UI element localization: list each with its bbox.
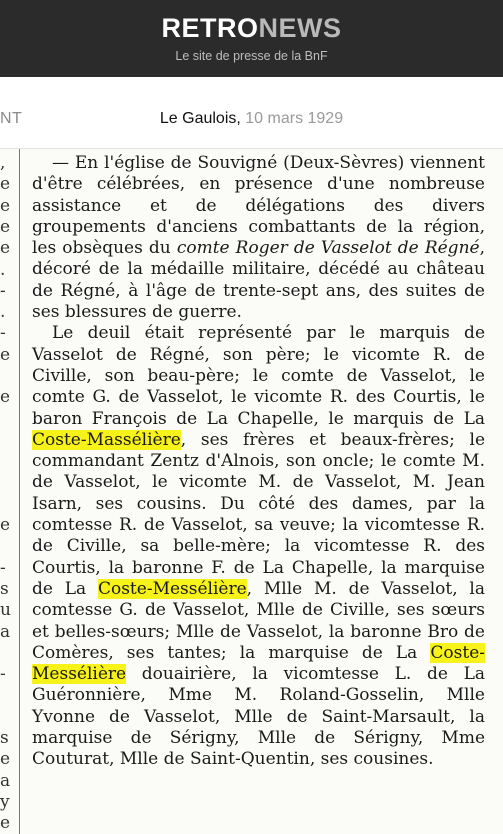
gutter-char: -: [0, 557, 6, 578]
deceased-name: comte Roger de Vasselot de Régné: [176, 238, 480, 259]
gutter-char: s: [0, 728, 9, 749]
document-title: [0, 110, 503, 128]
text-run: Le deuil était représenté par le marquis de Vasselot de Régné, son père; le vicomte R. de Civille, son beau-père; le comte de Vasselot, le comte G. de Vasselot, le vicomte R. des Courtis, le baron François de La Chapelle, le marquis de La: [32, 323, 485, 429]
gutter-char: -: [0, 664, 6, 685]
gutter-char: e: [0, 344, 11, 365]
gutter-char: e: [0, 195, 11, 216]
publication-date: 10 mars 1929: [245, 110, 344, 127]
gutter-char: .: [0, 259, 6, 280]
gutter-char: a: [0, 621, 11, 642]
gutter-char: e: [0, 515, 11, 536]
article-text: [32, 153, 485, 771]
gutter-char: -: [0, 280, 6, 301]
logo-text-retro: RETRO: [161, 12, 259, 43]
nav-menu-fragment[interactable]: NT: [0, 110, 23, 127]
article-paragraph-1: [32, 153, 485, 323]
gutter-char: u: [0, 600, 11, 621]
gutter-char: y: [0, 792, 10, 812]
text-run: — En l'église de Souvigné (Deux-Sèvres) viennent d'être célébrées, en présence d'une nombreuse assistance et de délégations des divers groupements d'anciens combattants de la région, les obsèques du: [32, 153, 485, 259]
gutter-char: .: [0, 302, 6, 323]
gutter-char: e: [0, 238, 11, 259]
gutter-char: ,: [0, 153, 6, 173]
search-highlight: Coste-Massélière: [32, 429, 181, 450]
gutter-char: s: [0, 579, 9, 599]
column-rule: [19, 149, 20, 834]
gutter-char: a: [0, 770, 11, 791]
retronews-logo[interactable]: [161, 12, 342, 43]
document-toolbar: [0, 77, 503, 149]
gutter-char: e: [0, 813, 11, 834]
gutter-char: e: [0, 749, 11, 770]
text-run: douairière, la vicomtesse L. de La Guéronnière, Mme M. Roland-Gosselin, Mlle Yvonne de Vasselot, Mlle de Saint-Marsault, la marquise de Sérigny, Mlle de Sérigny, Mme Couturat, Mlle de Saint-Quentin, ses cousines.: [32, 664, 485, 770]
site-header: [0, 0, 503, 77]
gutter-char: e: [0, 387, 11, 408]
gutter-char: e: [0, 174, 11, 195]
article-paragraph-2: [32, 323, 485, 770]
search-highlight: Coste-Messélière: [97, 578, 247, 599]
newspaper-name: Le Gaulois,: [159, 110, 241, 127]
scanned-page-viewer[interactable]: [0, 149, 503, 834]
text-run: , Mlle M. de Vasselot, la comtesse G. de Vasselot, Mlle de Civille, ses sœurs et belles-sœurs; Mlle de Vasselot, la baronne Bro de Comères, ses tantes; la marquise de La: [32, 578, 485, 663]
text-run: , décoré de la médaille militaire, décédé au château de Régné, à l'âge de trente-sept ans, des suites de ses blessures de guerre.: [32, 238, 485, 323]
site-tagline: Le site de presse de la BnF: [175, 48, 328, 63]
gutter-char: e: [0, 216, 11, 237]
gutter-char: -: [0, 323, 6, 344]
text-run: , ses frères et beaux-frères; le commandant Zentz d'Alnois, son oncle; le comte M. de Vasselot, le vicomte M. de Vasselot, M. Jean Isarn, ses cousins. Du côté des dames, par la comtesse R. de Vasselot, sa veuve; la vicomtesse R. de Civille, sa belle-mère; la vicomtesse R. des Courtis, la baronne F. de La Chapelle, la marquise de La: [32, 429, 485, 599]
search-highlight: Coste-Messélière: [32, 642, 485, 685]
logo-text-news: NEWS: [258, 12, 342, 43]
previous-column-edge: [0, 149, 12, 834]
